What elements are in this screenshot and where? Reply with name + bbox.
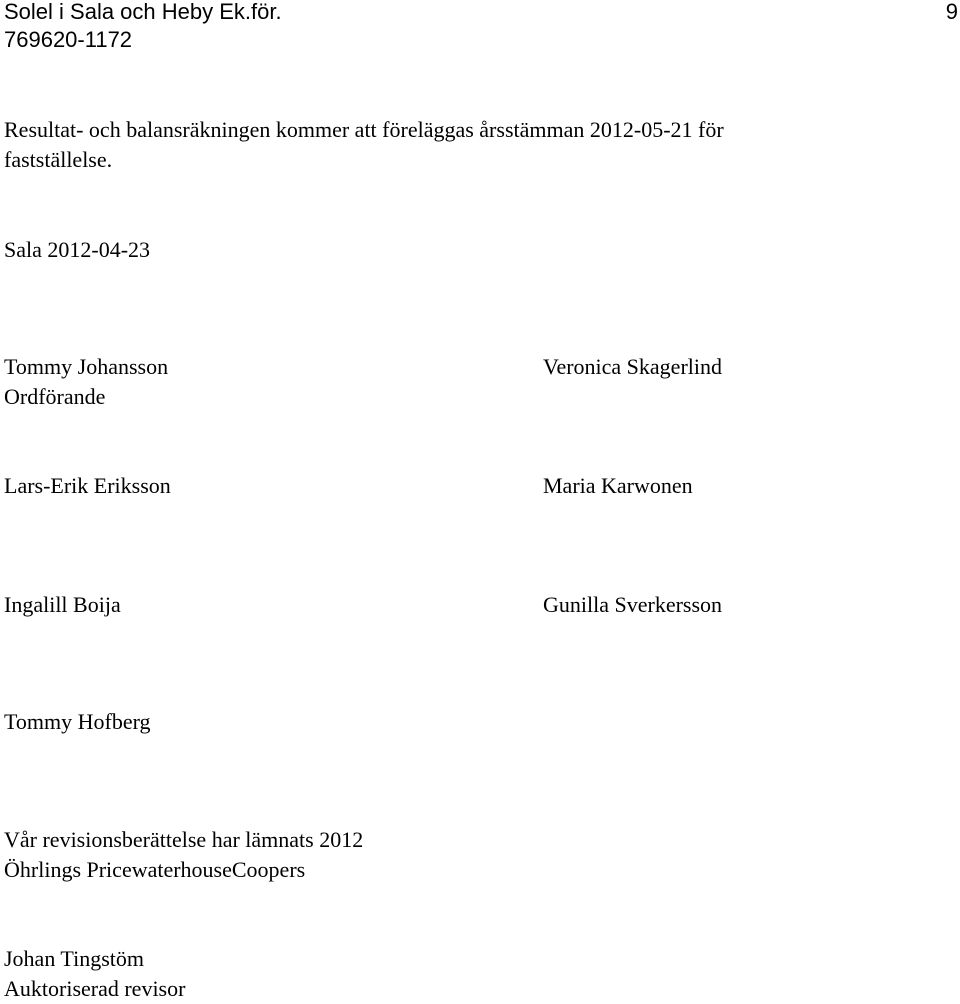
signature-left-1 bbox=[4, 352, 168, 412]
signatory-title: Ordförande bbox=[4, 384, 106, 409]
statement-paragraph bbox=[4, 115, 724, 175]
org-number: 769620-1172 bbox=[4, 27, 133, 52]
audit-report-line: Vår revisionsberättelse har lämnats 2012 bbox=[4, 827, 364, 852]
signature-right-2 bbox=[543, 471, 693, 501]
company-name: Solel i Sala och Heby Ek.för. bbox=[4, 0, 282, 24]
place-date: Sala 2012-04-23 bbox=[4, 237, 151, 262]
signature-right-1 bbox=[543, 352, 722, 382]
signatory-name: Gunilla Sverkersson bbox=[543, 592, 723, 617]
signature-left-2 bbox=[4, 471, 171, 501]
signatory-name: Tommy Johansson bbox=[4, 354, 169, 379]
statement-line: Resultat- och balansräkningen kommer att föreläggas årsstämman 2012-05-21 för bbox=[4, 117, 724, 142]
auditor-title: Auktoriserad revisor bbox=[4, 976, 186, 1001]
statement-line: fastställelse. bbox=[4, 147, 113, 172]
document-header bbox=[4, 0, 282, 54]
signature-right-3 bbox=[543, 590, 722, 620]
auditor-name: Johan Tingstöm bbox=[4, 946, 144, 971]
signatory-name: Veronica Skagerlind bbox=[543, 354, 722, 379]
signature-left-4 bbox=[4, 707, 151, 737]
signature-left-3 bbox=[4, 590, 121, 620]
auditor-signature bbox=[4, 944, 185, 1004]
audit-statement bbox=[4, 825, 363, 885]
page-number: 9 bbox=[945, 0, 958, 24]
audit-firm: Öhrlings PricewaterhouseCoopers bbox=[4, 857, 306, 882]
signatory-name: Lars-Erik Eriksson bbox=[4, 473, 171, 498]
signatory-name: Maria Karwonen bbox=[543, 473, 693, 498]
signatory-name: Ingalill Boija bbox=[4, 592, 121, 617]
signatory-name: Tommy Hofberg bbox=[4, 709, 151, 734]
